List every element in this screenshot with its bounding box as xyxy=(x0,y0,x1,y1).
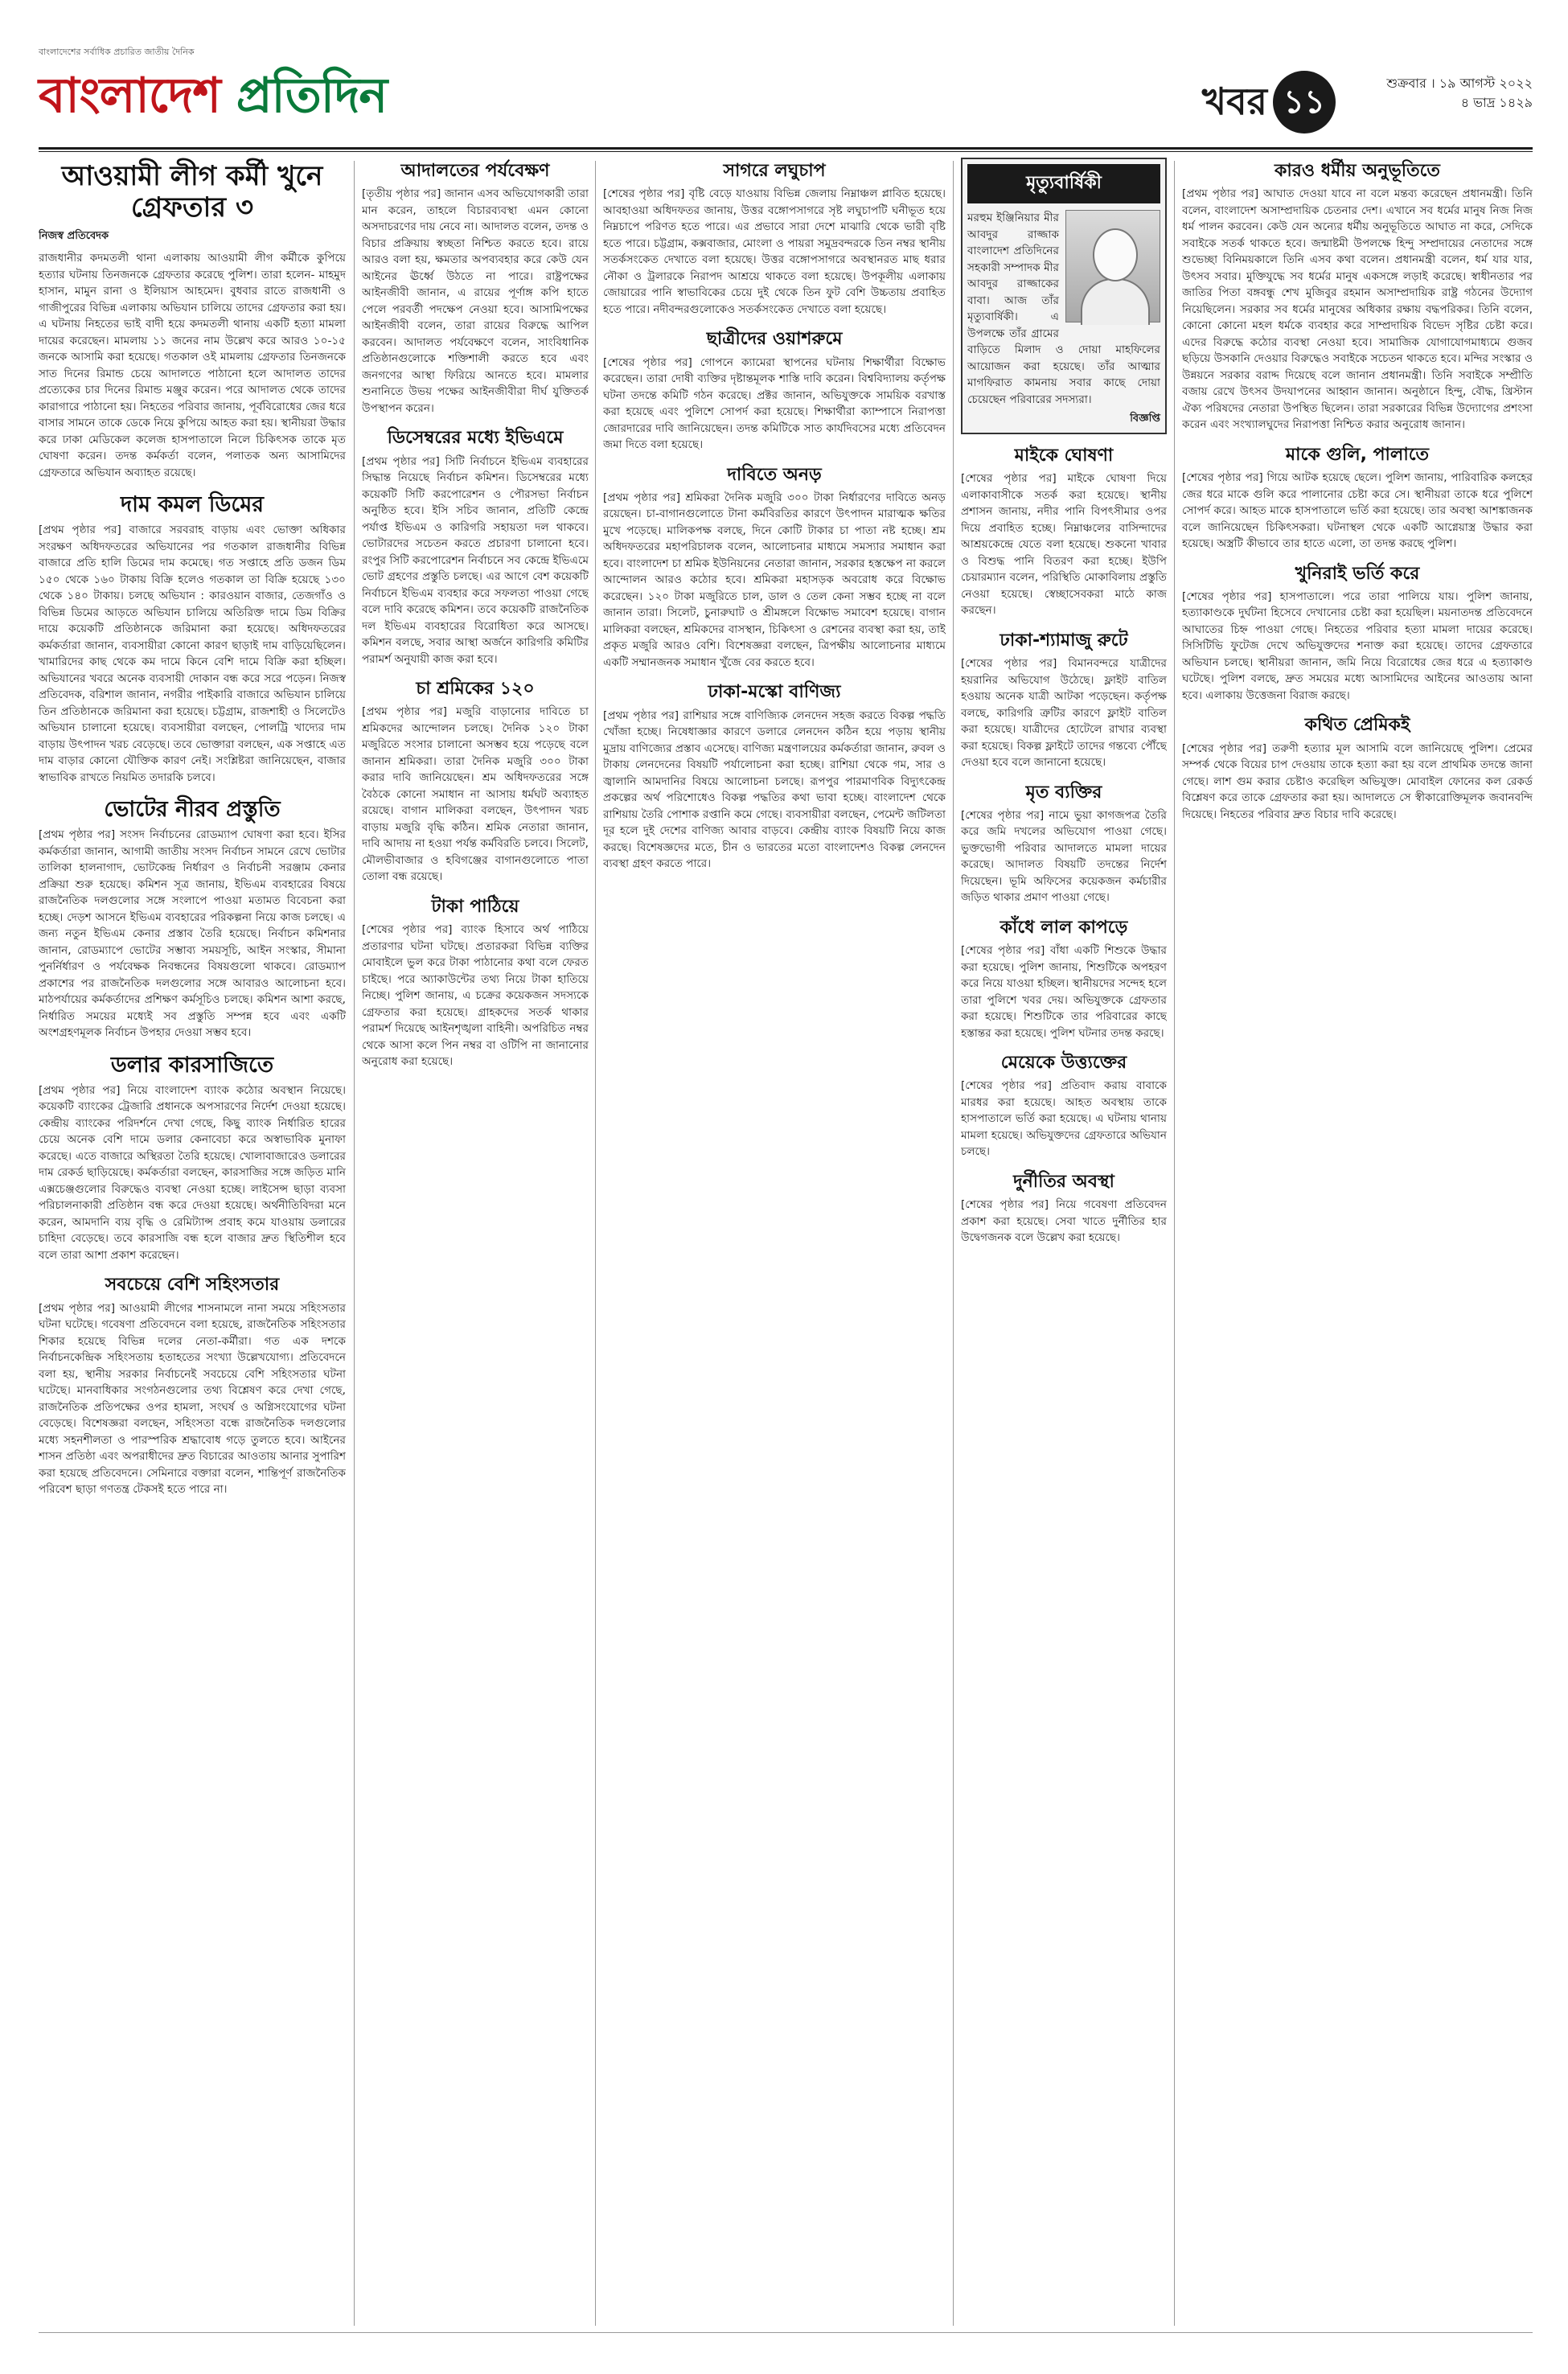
article-demand-firm[interactable] xyxy=(603,465,946,672)
date-bengali: ৪ ভাদ্র ১৪২৯ xyxy=(1460,95,1533,110)
article-body: [প্রথম পৃষ্ঠার পর] নিয়ে বাংলাদেশ ব্যাংক কঠোর অবস্থান নিয়েছে। কয়েকটি ব্যাংকের ট্রেজারি প্রধানকে অপসারণের নির্দেশ দেওয়া হয়েছে। কেন্দ্রীয় ব্যাংকের পরিদর্শনে দেখা গেছে, কিছু ব্যাংক নির্ধারিত হারের চেয়ে অনেক বেশি দামে ডলার কেনাবেচা করে অস্বাভাবিক মুনাফা করেছে। এতে বাজারে অস্থিরতা তৈরি হয়েছে। খোলাবাজারেও ডলারের দাম রেকর্ড ছাড়িয়েছে। কর্মকর্তারা বলছেন, কারসাজির সঙ্গে জড়িত মানি এক্সচেঞ্জগুলোর বিরুদ্ধেও ব্যবস্থা নেওয়া হচ্ছে। লাইসেন্স ছাড়া ব্যবসা পরিচালনাকারী প্রতিষ্ঠান বন্ধ করে দেওয়া হয়েছে। অর্থনীতিবিদরা মনে করেন, আমদানি ব্যয় বৃদ্ধি ও রেমিট্যান্স প্রবাহ কমে যাওয়ায় ডলারের চাহিদা বেড়েছে। তবে কারসাজি বন্ধ হলে বাজার দ্রুত স্থিতিশীল হবে বলে তারা আশা প্রকাশ করেছেন। xyxy=(39,1083,346,1262)
article-headline: আওয়ামী লীগ কর্মী খুনে গ্রেফতার ৩ xyxy=(61,160,323,224)
obituary-signature: বিজ্ঞপ্তি xyxy=(1130,413,1160,425)
article-headline: দাম কমল ডিমের xyxy=(120,492,265,518)
issue-date xyxy=(1344,74,1533,113)
article-dead-person[interactable] xyxy=(961,782,1167,906)
obituary-body: মরহুম ইঞ্জিনিয়ার মীর আবদুর রাজ্জাক বাংলাদেশ প্রতিদিনের সহকারী সম্পাদক মীর আবদুর রাজ্জাকের বাবা। আজ তাঁর মৃত্যুবার্ষিকী। এ উপলক্ষে তাঁর গ্রামের বাড়িতে মিলাদ ও দোয়া মাহফিলের আয়োজন করা হয়েছে। তাঁর আত্মার মাগফিরাত কামনায় সবার কাছে দোয়া চেয়েছেন পরিবারের সদস্যরা। xyxy=(967,212,1160,406)
article-evm-december[interactable] xyxy=(362,428,589,667)
article-headline: ডলার কারসাজিতে xyxy=(110,1052,274,1078)
column-a xyxy=(39,158,346,2329)
article-body: [শেষের পৃষ্ঠার পর] ব্যাংক হিসাবে অর্থ পাঠিয়ে প্রতারণার ঘটনা ঘটছে। প্রতারকরা বিভিন্ন ব্যক্তির মোবাইলে ভুল করে টাকা পাঠানোর কথা বলে ফেরত চাইছে। পরে অ্যাকাউন্টের তথ্য নিয়ে টাকা হাতিয়ে নিচ্ছে। পুলিশ জানায়, এ চক্রের কয়েকজন সদস্যকে গ্রেফতার করা হয়েছে। গ্রাহকদের সতর্ক থাকার পরামর্শ দিয়েছে আইনশৃঙ্খলা বাহিনী। অপরিচিত নম্বর থেকে আসা কলে পিন নম্বর বা ওটিপি না জানানোর অনুরোধ করা হয়েছে। xyxy=(362,923,589,1069)
article-headline: দুর্নীতির অবস্থা xyxy=(1013,1171,1114,1192)
section-title: খবর xyxy=(1201,80,1267,123)
article-al-worker-murder[interactable] xyxy=(39,161,346,481)
logo-accent-text: প্রতিদিন xyxy=(236,68,388,124)
article-body: [প্রথম পৃষ্ঠার পর] সিটি নির্বাচনে ইভিএম ব্যবহারের সিদ্ধান্ত নিয়েছে নির্বাচন কমিশন। ডিসেম্বরের মধ্যে কয়েকটি সিটি করপোরেশন ও পৌরসভা নির্বাচন অনুষ্ঠিত হবে। ইসি সচিব জানান, প্রতিটি কেন্দ্রে পর্যাপ্ত ইভিএম ও কারিগরি সহায়তা দল থাকবে। ভোটারদের সচেতন করতে প্রচারণা চালানো হবে। রংপুর সিটি করপোরেশন নির্বাচনে সব কেন্দ্রে ইভিএমে ভোট গ্রহণের প্রস্তুতি চলছে। এর আগে বেশ কয়েকটি নির্বাচনে ইভিএম ব্যবহার করে সফলতা পাওয়া গেছে বলে দাবি করেছে কমিশন। তবে কয়েকটি রাজনৈতিক দল ইভিএম ব্যবহারের বিরোধিতা করে আসছে। কমিশন বলছে, সবার আস্থা অর্জনে কারিগরি কমিটির পরামর্শ অনুযায়ী কাজ করা হবে। xyxy=(362,454,589,666)
article-headline: ছাত্রীদের ওয়াশরুমে xyxy=(706,329,843,350)
obituary-portrait-photo xyxy=(1065,210,1160,322)
article-body: [প্রথম পৃষ্ঠার পর] সংসদ নির্বাচনের রোডম্যাপ ঘোষণা করা হবে। ইসির কর্মকর্তারা জানান, আগামী জাতীয় সংসদ নির্বাচন সামনে রেখে ভোটার তালিকা হালনাগাদ, ভোটকেন্দ্র নির্ধারণ ও নির্বাচনী সরঞ্জাম কেনার প্রক্রিয়া শুরু হয়েছে। কমিশন সূত্র জানায়, ইভিএম ব্যবহারের বিষয়ে রাজনৈতিক দলগুলোর সঙ্গে সংলাপে পাওয়া মতামত বিবেচনা করা হচ্ছে। দেড়শ আসনে ইভিএম ব্যবহারের পরিকল্পনা নিয়ে কাজ চলছে। এ জন্য নতুন ইভিএম কেনার প্রস্তাব তৈরি হয়েছে। নির্বাচন কমিশনার জানান, রোডম্যাপে ভোটের সম্ভাব্য সময়সূচি, আইন সংস্কার, সীমানা পুনর্নির্ধারণ ও পর্যবেক্ষক নিবন্ধনের বিষয়গুলো থাকবে। রোডম্যাপ প্রকাশের পর রাজনৈতিক দলগুলোর সঙ্গে আবারও আলোচনা হবে। মাঠপর্যায়ের কর্মকর্তাদের প্রশিক্ষণ কর্মসূচিও চলছে। কমিশন আশা করছে, নির্ধারিত সময়ের মধ্যেই সব প্রস্তুতি সম্পন্ন হবে এবং একটি অংশগ্রহণমূলক নির্বাচন উপহার দেওয়া সম্ভব হবে। xyxy=(39,828,346,1040)
article-headline: ভোটের নীরব প্রস্তুতি xyxy=(104,797,281,823)
article-body: [শেষের পৃষ্ঠার পর] হাসপাতালে। পরে তারা পালিয়ে যায়। পুলিশ জানায়, হত্যাকাণ্ডকে দুর্ঘটনা হিসেবে দেখানোর চেষ্টা করা হয়েছিল। ময়নাতদন্ত প্রতিবেদনে আঘাতের চিহ্ন পাওয়া গেছে। নিহতের পরিবার হত্যা মামলা দায়ের করেছে। সিসিটিভি ফুটেজ দেখে অভিযুক্তদের শনাক্ত করা হয়েছে। তাদের গ্রেফতারে অভিযান চলছে। স্থানীয়রা জানান, জমি নিয়ে বিরোধের জের ধরে এ হত্যাকাণ্ড ঘটেছে। পুলিশ বলছে, দ্রুত সময়ের মধ্যে আসামিদের আইনের আওতায় আনা হবে। এলাকায় উত্তেজনা বিরাজ করছে। xyxy=(1182,589,1533,702)
article-violence[interactable] xyxy=(39,1275,346,1497)
article-body: রাজধানীর কদমতলী থানা এলাকায় আওয়ামী লীগ কর্মীকে কুপিয়ে হত্যার ঘটনায় তিনজনকে গ্রেফতার করেছে পুলিশ। তারা হলেন- মাহমুদ হাসান, মামুন রানা ও ইলিয়াস আহমেদ। বুধবার রাতে রাজধানী ও গাজীপুরের বিভিন্ন এলাকায় অভিযান চালিয়ে তাদের গ্রেফতার করা হয়। এ ঘটনায় নিহতের ভাই বাদী হয়ে কদমতলী থানায় একটি হত্যা মামলা দায়ের করেছেন। মামলায় ১১ জনের নাম উল্লেখ করে আরও ১০-১৫ জনকে আসামি করা হয়েছে। গতকাল ওই মামলায় গ্রেফতার তিনজনকে সাত দিনের রিমান্ড চেয়ে আদালতে পাঠানো হলে আদালত তাদের প্রত্যেকের চার দিনের রিমান্ড মঞ্জুর করেন। পরে আদালত থেকে তাদের কারাগারে পাঠানো হয়। নিহতের পরিবার জানায়, পূর্ববিরোধের জের ধরে বাসার সামনে তাকে ডেকে নিয়ে কুপিয়ে আহত করা হয়। স্থানীয়রা উদ্ধার করে ঢাকা মেডিকেল কলেজ হাসপাতালে নিলে চিকিৎসক তাকে মৃত ঘোষণা করেন। তদন্ত কর্মকর্তা বলেন, পলাতক অন্য আসামিদের গ্রেফতারে অভিযান অব্যাহত রয়েছে। xyxy=(39,252,346,479)
column-divider xyxy=(953,161,954,2326)
article-body: [প্রথম পৃষ্ঠার পর] শ্রমিকরা দৈনিক মজুরি ৩০০ টাকা নির্ধারণের দাবিতে অনড় রয়েছেন। চা-বাগানগুলোতে টানা কর্মবিরতির কারণে উৎপাদন মারাত্মক ক্ষতির মুখে পড়েছে। মালিকপক্ষ বলছে, দিনে কোটি টাকার চা পাতা নষ্ট হচ্ছে। শ্রম অধিদফতরের মহাপরিচালক বলেন, আলোচনার মাধ্যমে সমস্যার সমাধান করা হবে। বাংলাদেশ চা শ্রমিক ইউনিয়নের নেতারা জানান, সরকার হস্তক্ষেপ না করলে আন্দোলন আরও কঠোর হবে। শ্রমিকরা মহাসড়ক অবরোধ করে বিক্ষোভ করেছেন। ১২০ টাকা মজুরিতে চাল, ডাল ও তেল কেনা সম্ভব হচ্ছে না বলে জানান তারা। সিলেট, চুনারুঘাট ও শ্রীমঙ্গলে বিক্ষোভ সমাবেশ হয়েছে। বাগান মালিকরা বলছেন, শ্রমিকদের বাসস্থান, চিকিৎসা ও রেশনের ব্যবস্থা করা হয়, তাই প্রকৃত মজুরি আরও বেশি। বিশেষজ্ঞরা বলছেন, ত্রিপক্ষীয় আলোচনার মাধ্যমে একটি সম্মানজনক সমাধান খুঁজে বের করতে হবে। xyxy=(603,491,946,669)
article-body: [তৃতীয় পৃষ্ঠার পর] জানান এসব অভিযোগকারী তারা মান করেন, তাহলে বিচারব্যবস্থা এমন কোনো অসদাচরণের দায় নেবে না। আদালত বলেন, তদন্ত ও বিচার প্রক্রিয়ায় স্বচ্ছতা নিশ্চিত করতে হবে। রায়ে আরও বলা হয়, ক্ষমতার অপব্যবহার করে কেউ যেন আইনের ঊর্ধ্বে উঠতে না পারে। রাষ্ট্রপক্ষের আইনজীবী জানান, এ রায়ের পূর্ণাঙ্গ কপি হাতে পেলে পরবর্তী পদক্ষেপ নেওয়া হবে। আসামিপক্ষের আইনজীবী বলেন, তারা রায়ের বিরুদ্ধে আপিল করবেন। আদালত পর্যবেক্ষণে বলেন, সাংবিধানিক প্রতিষ্ঠানগুলোকে শক্তিশালী করতে হবে এবং জনগণের আস্থা ফিরিয়ে আনতে হবে। মামলার শুনানিতে উভয় পক্ষের আইনজীবীরা দীর্ঘ যুক্তিতর্ক উপস্থাপন করেন। xyxy=(362,187,589,415)
column-divider xyxy=(1174,161,1175,2326)
article-body: [প্রথম পৃষ্ঠার পর] রাশিয়ার সঙ্গে বাণিজ্যিক লেনদেন সহজ করতে বিকল্প পদ্ধতি খোঁজা হচ্ছে। নিষেধাজ্ঞার কারণে ডলারে লেনদেন কঠিন হয়ে পড়ায় স্থানীয় মুদ্রায় বাণিজ্যের প্রস্তাব এসেছে। বাণিজ্য মন্ত্রণালয়ের কর্মকর্তারা জানান, রুবল ও টাকায় লেনদেনের বিষয়টি পর্যালোচনা করা হচ্ছে। রাশিয়া থেকে গম, সার ও জ্বালানি আমদানির বিষয়ে আলোচনা চলছে। রূপপুর পারমাণবিক বিদ্যুৎকেন্দ্র প্রকল্পের অর্থ পরিশোধেও বিকল্প পদ্ধতির কথা ভাবা হচ্ছে। বাংলাদেশ থেকে রাশিয়ায় তৈরি পোশাক রপ্তানি কমে গেছে। ব্যবসায়ীরা বলছেন, পেমেন্ট জটিলতা দূর হলে দুই দেশের বাণিজ্য আবার বাড়বে। কেন্দ্রীয় ব্যাংক বিষয়টি নিয়ে কাজ করছে। বিশেষজ্ঞদের মতে, চীন ও ভারতের মতো বাংলাদেশও বিকল্প লেনদেন ব্যবস্থা গ্রহণ করতে পারে। xyxy=(603,709,946,871)
masthead-tagline: বাংলাদেশের সর্বাধিক প্রচারিত জাতীয় দৈনিক xyxy=(39,47,195,57)
article-flight-route[interactable] xyxy=(961,630,1167,771)
article-tea-worker-wage[interactable] xyxy=(362,679,589,885)
article-headline: আদালতের পর্যবেক্ষণ xyxy=(400,161,550,181)
article-mike-announcement[interactable] xyxy=(961,446,1167,619)
article-headline: কারও ধর্মীয় অনুভূতিতে xyxy=(1275,161,1440,181)
article-headline: ডিসেম্বরের মধ্যে ইভিএমে xyxy=(387,428,564,449)
article-headline: সবচেয়ে বেশি সহিংসতার xyxy=(105,1275,280,1296)
column-d xyxy=(961,158,1167,2329)
column-divider xyxy=(595,161,596,2326)
article-washroom[interactable] xyxy=(603,329,946,453)
article-money-transfer[interactable] xyxy=(362,897,589,1070)
article-headline: মাইকে ঘোষণা xyxy=(1014,446,1114,466)
masthead-divider xyxy=(39,147,1533,150)
article-body: [শেষের পৃষ্ঠার পর] প্রতিবাদ করায় বাবাকে মারধর করা হয়েছে। আহত অবস্থায় তাকে হাসপাতালে ভর্তি করা হয়েছে। এ ঘটনায় থানায় মামলা হয়েছে। অভিযুক্তদের গ্রেফতারে অভিযান চলছে। xyxy=(961,1079,1167,1159)
column-divider xyxy=(354,161,355,2326)
article-body: [শেষের পৃষ্ঠার পর] তরুণী হত্যার মূল আসামি বলে জানিয়েছে পুলিশ। প্রেমের সম্পর্ক থেকে বিয়ের চাপ দেওয়ায় তাকে হত্যা করা হয় বলে প্রাথমিক তদন্তে জানা গেছে। লাশ গুম করার চেষ্টাও করেছিল অভিযুক্ত। মোবাইল ফোনের কল রেকর্ড বিশ্লেষণ করে তাকে গ্রেফতার করা হয়। আদালতে সে স্বীকারোক্তিমূলক জবানবন্দি দিয়েছে। নিহতের পরিবার দ্রুত বিচার দাবি করেছে। xyxy=(1182,741,1533,821)
article-body: [শেষের পৃষ্ঠার পর] গিয়ে আটক হয়েছে ছেলে। পুলিশ জানায়, পারিবারিক কলহের জের ধরে মাকে গুলি করে পালানোর চেষ্টা করে সে। স্থানীয়রা তাকে ধরে পুলিশে সোপর্দ করে। আহত মাকে হাসপাতালে ভর্তি করা হয়েছে। তার অবস্থা আশঙ্কাজনক বলে জানিয়েছেন চিকিৎসকরা। ঘটনাস্থল থেকে একটি আগ্নেয়াস্ত্র উদ্ধার করা হয়েছে। অস্ত্রটি কীভাবে তার হাতে এলো, তা তদন্ত করছে পুলিশ। xyxy=(1182,471,1533,551)
article-egg-price[interactable] xyxy=(39,492,346,786)
article-court-observation[interactable] xyxy=(362,161,589,417)
article-body: [শেষের পৃষ্ঠার পর] বৃষ্টি বেড়ে যাওয়ায় বিভিন্ন জেলায় নিম্নাঞ্চল প্লাবিত হয়েছে। আবহাওয়া অধিদফতর জানায়, উত্তর বঙ্গোপসাগরে সৃষ্ট লঘুচাপটি ঘনীভূত হয়ে নিম্নচাপে পরিণত হতে পারে। এর প্রভাবে সারা দেশে মাঝারি থেকে ভারী বৃষ্টি হতে পারে। চট্টগ্রাম, কক্সবাজার, মোংলা ও পায়রা সমুদ্রবন্দরকে তিন নম্বর স্থানীয় সতর্কসংকেত দেখাতে বলা হয়েছে। উত্তর বঙ্গোপসাগরে অবস্থানরত মাছ ধরার নৌকা ও ট্রলারকে নিরাপদ আশ্রয়ে থাকতে বলা হয়েছে। উপকূলীয় এলাকায় জোয়ারের পানি স্বাভাবিকের চেয়ে দুই থেকে তিন ফুট বেশি উচ্চতায় প্রবাহিত হতে পারে। নদীবন্দরগুলোকেও সতর্কসংকেত দেখাতে বলা হয়েছে। xyxy=(603,187,946,316)
article-headline: কথিত প্রেমিকই xyxy=(1304,715,1410,736)
article-corruption[interactable] xyxy=(961,1172,1167,1247)
article-sea-low-pressure[interactable] xyxy=(603,161,946,318)
article-headline: চা শ্রমিকের ১২০ xyxy=(416,679,535,700)
article-killers-admitted[interactable] xyxy=(1182,564,1533,704)
article-headline: মেয়েকে উত্ত্যক্তের xyxy=(1000,1053,1127,1074)
article-body: [শেষের পৃষ্ঠার পর] গোপনে ক্যামেরা স্থাপনের ঘটনায় শিক্ষার্থীরা বিক্ষোভ করেছেন। তারা দোষী ব্যক্তির দৃষ্টান্তমূলক শাস্তি দাবি করেন। বিশ্ববিদ্যালয় কর্তৃপক্ষ ঘটনা তদন্তে কমিটি গঠন করেছে। প্রক্টর জানান, অভিযুক্তকে সাময়িক বরখাস্ত করা হয়েছে এবং পুলিশে সোপর্দ করা হয়েছে। শিক্ষার্থীরা ক্যাম্পাসে নিরাপত্তা জোরদারের দাবি জানিয়েছেন। তদন্ত কমিটিকে সাত কার্যদিবসের মধ্যে প্রতিবেদন জমা দিতে বলা হয়েছে। xyxy=(603,355,946,452)
column-b xyxy=(362,158,589,2329)
article-headline: ঢাকা-শ্যামাজু রুটে xyxy=(999,630,1128,651)
article-headline: সাগরে লঘুচাপ xyxy=(723,161,826,181)
article-body: [শেষের পৃষ্ঠার পর] নামে ভুয়া কাগজপত্র তৈরি করে জমি দখলের অভিযোগ পাওয়া গেছে। ভুক্তভোগী পরিবার আদালতে মামলা দায়ের করেছে। আদালত বিষয়টি তদন্তের নির্দেশ দিয়েছেন। ভূমি অফিসের কয়েকজন কর্মচারীর জড়িত থাকার প্রমাণ পাওয়া গেছে। xyxy=(961,808,1167,905)
article-red-cloth[interactable] xyxy=(961,918,1167,1041)
article-alleged-lover[interactable] xyxy=(1182,715,1533,823)
obituary-box[interactable] xyxy=(961,158,1167,434)
masthead xyxy=(39,47,1533,143)
article-election-prep[interactable] xyxy=(39,797,346,1041)
article-dhaka-moscow-trade[interactable] xyxy=(603,682,946,872)
article-headline: দাবিতে অনড় xyxy=(727,464,822,485)
logo-main-text: বাংলাদেশ xyxy=(39,68,236,124)
article-religious-sentiment[interactable] xyxy=(1182,161,1533,433)
page-number-badge: ১১ xyxy=(1273,71,1336,133)
article-daughter-harassment[interactable] xyxy=(961,1053,1167,1160)
article-headline: মৃত ব্যক্তির xyxy=(1025,782,1102,803)
article-dollar-manipulation[interactable] xyxy=(39,1053,346,1264)
obituary-heading: মৃত্যুবার্ষিকী xyxy=(967,164,1160,203)
footer-divider xyxy=(39,2332,1533,2333)
article-body: [শেষের পৃষ্ঠার পর] বিমানবন্দরে যাত্রীদের হয়রানির অভিযোগ উঠেছে। ফ্লাইট বাতিল হওয়ায় অনেক যাত্রী আটকা পড়েছেন। কর্তৃপক্ষ বলছে, কারিগরি ত্রুটির কারণে ফ্লাইট বাতিল করা হয়েছে। যাত্রীদের হোটেলে রাখার ব্যবস্থা করা হয়েছে। বিকল্প ফ্লাইটে তাদের গন্তব্যে পৌঁছে দেওয়া হবে বলে জানানো হয়েছে। xyxy=(961,657,1167,770)
column-c xyxy=(603,158,946,2329)
article-mother-shot[interactable] xyxy=(1182,445,1533,552)
article-headline: ঢাকা-মস্কো বাণিজ্য xyxy=(708,682,841,703)
article-body: [প্রথম পৃষ্ঠার পর] মজুরি বাড়ানোর দাবিতে চা শ্রমিকদের আন্দোলন চলছে। দৈনিক ১২০ টাকা মজুরিতে সংসার চালানো অসম্ভব হয়ে পড়েছে বলে জানান শ্রমিকরা। তারা দৈনিক মজুরি ৩০০ টাকা করার দাবি জানিয়েছেন। শ্রম অধিদফতরের সঙ্গে বৈঠকে কোনো সমাধান না আসায় ধর্মঘট অব্যাহত রয়েছে। বাগান মালিকরা বলছেন, উৎপাদন খরচ বাড়ায় মজুরি বৃদ্ধি কঠিন। শ্রমিক নেতারা জানান, দাবি আদায় না হওয়া পর্যন্ত কর্মবিরতি চলবে। সিলেট, মৌলভীবাজার ও হবিগঞ্জের বাগানগুলোতে পাতা তোলা বন্ধ রয়েছে। xyxy=(362,705,589,884)
article-body: [প্রথম পৃষ্ঠার পর] বাজারে সরবরাহ বাড়ায় এবং ভোক্তা অধিকার সংরক্ষণ অধিদফতরের অভিযানের পর গতকাল রাজধানীর বিভিন্ন বাজারে প্রতি হালি ডিমের দাম কমেছে। গত সপ্তাহে প্রতি ডজন ডিম ১৫০ থেকে ১৬০ টাকায় বিক্রি হলেও গতকাল তা বিক্রি হয়েছে ১৩০ থেকে ১৪০ টাকায়। চলছে অভিযান : কারওয়ান বাজার, তেজগাঁও ও বিভিন্ন ডিমের আড়তে অভিযান চালিয়ে অতিরিক্ত দামে ডিম বিক্রির দায়ে কয়েকটি প্রতিষ্ঠানকে জরিমানা করা হয়েছে। অধিদফতরের কর্মকর্তারা জানান, ব্যবসায়ীরা কোনো কারণ ছাড়াই দাম বাড়িয়েছিলেন। খামারিদের কাছ থেকে কম দামে কিনে বেশি দামে বিক্রি করা হচ্ছিল। অভিযানের খবরে অনেক ব্যবসায়ী দোকান বন্ধ করে সরে পড়েন। নিজস্ব প্রতিবেদক, বরিশাল জানান, নগরীর পাইকারি বাজারে অভিযান চালিয়ে তিন প্রতিষ্ঠানকে জরিমানা করা হয়েছে। চট্টগ্রাম, রাজশাহী ও সিলেটেও অভিযান চালানো হয়েছে। ব্যবসায়ীরা বলছেন, পোলট্রি খাদ্যের দাম বাড়ায় উৎপাদন খরচ বেড়েছে। তবে ভোক্তারা বলছেন, এক সপ্তাহে এত দাম বাড়ার কোনো যৌক্তিক কারণ নেই। সংশ্লিষ্টরা জানিয়েছেন, বাজার স্বাভাবিক রাখতে নিয়মিত তদারকি চলবে। xyxy=(39,524,346,784)
date-gregorian: শুক্রবার । ১৯ আগস্ট ২০২২ xyxy=(1386,76,1533,91)
column-e xyxy=(1182,158,1533,2329)
article-body: [প্রথম পৃষ্ঠার পর] আঘাত দেওয়া যাবে না বলে মন্তব্য করেছেন প্রধানমন্ত্রী। তিনি বলেন, বাংলাদেশ অসাম্প্রদায়িক চেতনার দেশ। এখানে সব ধর্মের মানুষ নিজ নিজ ধর্ম পালন করবেন। কেউ যেন অন্যের ধর্মীয় অনুভূতিতে আঘাত না করে, সেদিকে সবাইকে সতর্ক থাকতে হবে। জন্মাষ্টমী উপলক্ষে হিন্দু সম্প্রদায়ের নেতাদের সঙ্গে শুভেচ্ছা বিনিময়কালে তিনি এসব কথা বলেন। প্রধানমন্ত্রী বলেন, ধর্ম যার যার, উৎসব সবার। মুক্তিযুদ্ধে সব ধর্মের মানুষ একসঙ্গে লড়াই করেছে। স্বাধীনতার পর জাতির পিতা বঙ্গবন্ধু শেখ মুজিবুর রহমান অসাম্প্রদায়িক রাষ্ট্র গঠনের উদ্যোগ নিয়েছিলেন। সরকার সব ধর্মের মানুষের অধিকার রক্ষায় বদ্ধপরিকর। তিনি বলেন, কোনো কোনো মহল ধর্মকে ব্যবহার করে সাম্প্রদায়িক বিভেদ সৃষ্টির চেষ্টা করে। এদের বিরুদ্ধে কঠোর ব্যবস্থা নেওয়া হবে। সামাজিক যোগাযোগমাধ্যমে গুজব ছড়িয়ে উসকানি দেওয়ার বিরুদ্ধেও সবাইকে সচেতন থাকতে হবে। মন্দির সংস্কার ও উন্নয়নে সরকার বরাদ্দ দিয়েছে বলে জানান প্রধানমন্ত্রী। তিনি সবাইকে সম্প্রীতি বজায় রেখে উৎসব উদযাপনের আহ্বান জানান। অনুষ্ঠানে হিন্দু, বৌদ্ধ, খ্রিস্টান ঐক্য পরিষদের নেতারা উপস্থিত ছিলেন। তারা সরকারের বিভিন্ন উদ্যোগের প্রশংসা করেন এবং সংখ্যালঘুদের নিরাপত্তা নিশ্চিত করার অনুরোধ জানান। xyxy=(1182,187,1533,432)
article-body: [শেষের পৃষ্ঠার পর] নিয়ে গবেষণা প্রতিবেদন প্রকাশ করা হয়েছে। সেবা খাতে দুর্নীতির হার উদ্বেগজনক বলে উল্লেখ করা হয়েছে। xyxy=(961,1198,1167,1245)
article-body: [শেষের পৃষ্ঠার পর] মাইকে ঘোষণা দিয়ে এলাকাবাসীকে সতর্ক করা হয়েছে। স্থানীয় প্রশাসন জানায়, নদীর পানি বিপৎসীমার ওপর দিয়ে প্রবাহিত হচ্ছে। নিম্নাঞ্চলের বাসিন্দাদের আশ্রয়কেন্দ্রে যেতে বলা হয়েছে। শুকনো খাবার ও বিশুদ্ধ পানি বিতরণ করা হচ্ছে। ইউপি চেয়ারম্যান বলেন, পরিস্থিতি মোকাবিলায় প্রস্তুতি নেওয়া হয়েছে। স্বেচ্ছাসেবকরা মাঠে কাজ করছেন। xyxy=(961,472,1167,618)
article-body: [প্রথম পৃষ্ঠার পর] আওয়ামী লীগের শাসনামলে নানা সময়ে সহিংসতার ঘটনা ঘটেছে। গবেষণা প্রতিবেদনে বলা হয়েছে, রাজনৈতিক সহিংসতার শিকার হয়েছে বিভিন্ন দলের নেতা-কর্মীরা। গত এক দশকে নির্বাচনকেন্দ্রিক সহিংসতায় হতাহতের সংখ্যা উল্লেখযোগ্য। প্রতিবেদনে বলা হয়, স্থানীয় সরকার নির্বাচনেই সবচেয়ে বেশি সহিংসতার ঘটনা ঘটেছে। মানবাধিকার সংগঠনগুলোর তথ্য বিশ্লেষণ করে দেখা গেছে, রাজনৈতিক প্রতিপক্ষের ওপর হামলা, সংঘর্ষ ও অগ্নিসংযোগের ঘটনা বেড়েছে। বিশেষজ্ঞরা বলছেন, সহিংসতা বন্ধে রাজনৈতিক দলগুলোর মধ্যে সহনশীলতা ও পারস্পরিক শ্রদ্ধাবোধ গড়ে তুলতে হবে। আইনের শাসন প্রতিষ্ঠা এবং অপরাধীদের দ্রুত বিচারের আওতায় আনার সুপারিশ করা হয়েছে প্রতিবেদনে। সেমিনারে বক্তারা বলেন, শান্তিপূর্ণ রাজনৈতিক পরিবেশ ছাড়া গণতন্ত্র টেকসই হতে পারে না। xyxy=(39,1301,346,1497)
article-byline: নিজস্ব প্রতিবেদক xyxy=(39,230,109,243)
masthead-divider-thin xyxy=(39,151,1533,152)
article-body: [শেষের পৃষ্ঠার পর] বাঁধা একটি শিশুকে উদ্ধার করা হয়েছে। পুলিশ জানায়, শিশুটিকে অপহরণ করে নিয়ে যাওয়া হচ্ছিল। স্থানীয়দের সন্দেহ হলে তারা পুলিশে খবর দেয়। অভিযুক্তকে গ্রেফতার করা হয়েছে। শিশুটিকে তার পরিবারের কাছে হস্তান্তর করা হয়েছে। পুলিশ ঘটনার তদন্ত করছে। xyxy=(961,944,1167,1040)
newspaper-logo[interactable] xyxy=(39,68,387,124)
article-headline: মাকে গুলি, পালাতে xyxy=(1285,444,1430,465)
article-headline: খুনিরাই ভর্তি করে xyxy=(1295,563,1420,584)
article-headline: কাঁধে লাল কাপড়ে xyxy=(999,917,1128,938)
article-headline: টাকা পাঠিয়ে xyxy=(431,896,519,917)
